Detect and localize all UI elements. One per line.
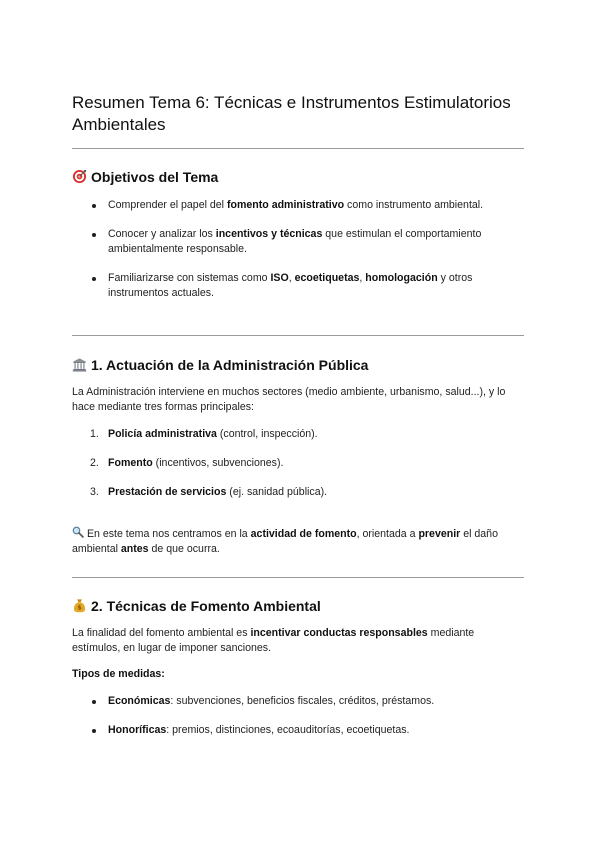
section-heading-administracion: 1. Actuación de la Administración Pública — [72, 356, 368, 374]
list-item: Comprender el papel del fomento administrativo como instrumento ambiental. — [90, 198, 510, 213]
paragraph: La finalidad del fomento ambiental es incentivar conductas responsables mediante estímulos, en lugar de imponer sanciones. — [72, 627, 475, 654]
section-heading-tecnicas: $ 2. Técnicas de Fomento Ambiental — [72, 597, 321, 615]
svg-text:$: $ — [77, 603, 82, 612]
list-item: Honoríficas: premios, distinciones, ecoauditorías, ecoetiquetas. — [90, 723, 510, 738]
bullet — [92, 204, 96, 208]
bullet — [92, 233, 96, 237]
divider — [72, 148, 524, 149]
note-paragraph: En este tema nos centramos en la actividad de fomento, orientada a prevenir el daño ambiental antes de que ocurra. — [72, 528, 498, 555]
section-heading-objetivos: Objetivos del Tema — [72, 168, 218, 186]
numbered-item: 1. Policía administrativa (control, inspección). — [90, 428, 318, 440]
list-item: Conocer y analizar los incentivos y técnicas que estimulan el comportamiento ambientalmente responsable. — [90, 227, 510, 257]
divider — [72, 335, 524, 336]
bullet — [92, 700, 96, 704]
bullet — [92, 277, 96, 281]
money-bag-icon — [72, 598, 87, 613]
magnifier-icon — [72, 526, 84, 538]
page-title: Resumen Tema 6: Técnicas e Instrumentos Estimulatorios Ambientales — [72, 93, 511, 134]
numbered-item: 2. Fomento (incentivos, subvenciones). — [90, 457, 284, 469]
bank-icon — [72, 357, 87, 372]
divider — [72, 577, 524, 578]
target-icon — [72, 169, 87, 184]
paragraph: La Administración interviene en muchos sectores (medio ambiente, urbanismo, salud...), y lo hace mediante tres formas principales: — [72, 386, 506, 413]
list-item: Familiarizarse con sistemas como ISO, ecoetiquetas, homologación y otros instrumentos actuales. — [90, 271, 510, 301]
subheading: Tipos de medidas: — [72, 668, 165, 680]
bullet — [92, 729, 96, 733]
numbered-item: 3. Prestación de servicios (ej. sanidad pública). — [90, 486, 328, 498]
list-item: Económicas: subvenciones, beneficios fiscales, créditos, préstamos. — [90, 694, 510, 709]
